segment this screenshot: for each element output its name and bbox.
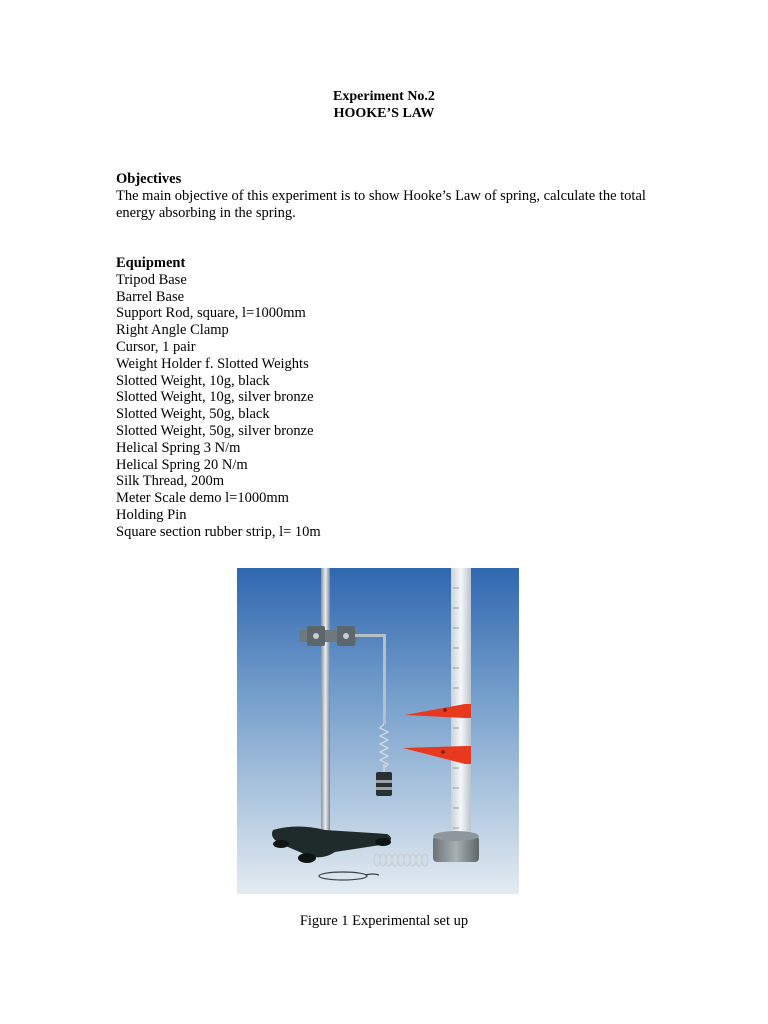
- equipment-item: Slotted Weight, 10g, silver bronze: [116, 389, 314, 406]
- equipment-item: Barrel Base: [116, 288, 185, 305]
- equipment-item: Tripod Base: [116, 271, 187, 288]
- equipment-item: Helical Spring 3 N/m: [116, 439, 241, 456]
- equipment-item: Slotted Weight, 50g, silver bronze: [116, 422, 314, 439]
- equipment-section: [116, 255, 676, 541]
- objectives-section: [116, 171, 676, 221]
- equipment-list: [116, 272, 676, 541]
- objectives-text: The main objective of this experiment is to show Hooke’s Law of spring, calculate the total energy absorbing in the spring.: [116, 187, 646, 221]
- title-block: [0, 88, 768, 122]
- equipment-item: Square section rubber strip, l= 10m: [116, 523, 321, 540]
- equipment-item: Weight Holder f. Slotted Weights: [116, 355, 309, 372]
- equipment-item: Slotted Weight, 50g, black: [116, 406, 270, 423]
- equipment-item: Cursor, 1 pair: [116, 338, 196, 355]
- experiment-setup-figure: [237, 568, 519, 894]
- equipment-item: Holding Pin: [116, 506, 187, 523]
- equipment-item: Helical Spring 20 N/m: [116, 456, 248, 473]
- equipment-item: Slotted Weight, 10g, black: [116, 372, 270, 389]
- experiment-number: Experiment No.2: [333, 89, 435, 104]
- experiment-setup-illustration: [237, 568, 519, 894]
- experiment-title: HOOKE’S LAW: [333, 106, 435, 121]
- equipment-item: Support Rod, square, l=1000mm: [116, 305, 306, 322]
- equipment-item: Right Angle Clamp: [116, 322, 229, 339]
- equipment-item: Silk Thread, 200m: [116, 473, 225, 490]
- equipment-heading: Equipment: [116, 255, 186, 271]
- figure-caption: Figure 1 Experimental set up: [299, 913, 469, 929]
- objectives-heading: Objectives: [116, 171, 182, 187]
- equipment-item: Meter Scale demo l=1000mm: [116, 490, 289, 507]
